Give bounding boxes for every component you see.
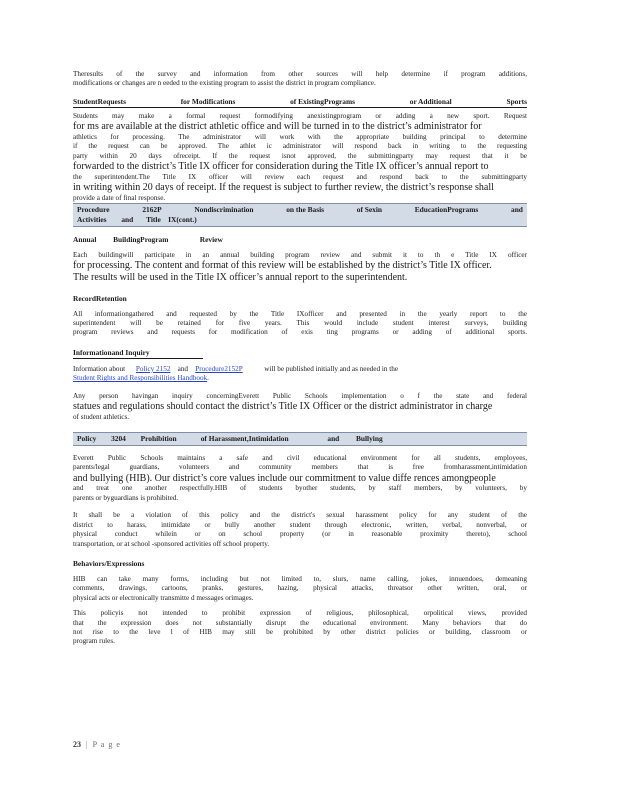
expression-line: program rules. bbox=[73, 637, 115, 646]
violation-line: It shall be a violation of this policy and the district's sexual harassment policy for any student of the bbox=[73, 511, 527, 520]
record-retention-line: program reviews and requests for modification of exis ting programs or adding of additional sports. bbox=[73, 328, 527, 337]
page-number: 23 bbox=[73, 740, 81, 749]
requests-line: for ms are available at the district athletic office and will be turned in to the district’s administrator for bbox=[73, 121, 482, 133]
student-rights-handbook-link[interactable]: Student Rights and Responsibilities Handbook bbox=[73, 374, 208, 383]
page-footer bbox=[73, 740, 121, 749]
survey-paragraph-line: modifications or changes are n eeded to the existing program to assist the district in program compliance. bbox=[73, 79, 376, 88]
hib-line: parents/legal guardians, volunteers and community members that is free fromharassment,intimidation bbox=[73, 463, 527, 472]
requests-line: forwarded to the district’s Title IX officer for consideration during the Title IX officer’s annual report to bbox=[73, 161, 489, 173]
hib-line: and treat one another respectfully.HIB of students byother students, by staff members, by volunteers, by bbox=[73, 484, 527, 493]
expression-line: that the expression does not substantially disrupt the educational environment. Many behaviors that do bbox=[73, 618, 527, 627]
footer-separator: | bbox=[86, 740, 88, 749]
record-retention-heading: RecordRetention bbox=[73, 293, 127, 303]
violation-line: physical conduct whilein or on school property (or in reasonable proximity thereto), school bbox=[73, 530, 527, 539]
requests-line: party within 20 days ofreceipt. If the request isnot approved, the submittingparty may request that it be bbox=[73, 151, 527, 160]
violation-line: transportation, or at school -sponsored activities off school property. bbox=[73, 539, 270, 548]
requests-line: the superintendent.The Title IX officer will review each request and respond back to the submittingparty bbox=[73, 172, 527, 181]
requests-line: if the request can be approved. The athlet ic administrator will respond back in writing to the requesting bbox=[73, 142, 527, 151]
page-label: P a g e bbox=[92, 740, 121, 749]
annual-review-line: The results will be used in the Title IX officer’s annual report to the superintendent. bbox=[73, 272, 408, 284]
record-retention-line: All informationgathered and requested by the Title IXofficer and presented in the yearly report to the bbox=[73, 309, 527, 318]
expression-line: not rise to the leve l of HIB may still be prohibited by other district policies or building, classroom or bbox=[73, 627, 527, 636]
hib-line: Everett Public Schools maintains a safe and civil educational environment for all students, employees, bbox=[73, 454, 527, 463]
behaviors-heading: Behaviors/Expressions bbox=[73, 558, 145, 568]
inquiry-line: of student athletics. bbox=[73, 412, 130, 421]
annual-review-line: Each buildingwill participate in an annual building program review and submit it to th e Title IX officer bbox=[73, 251, 527, 260]
survey-paragraph-line: Theresults of the survey and information from other sources will help determine if program additions, bbox=[73, 70, 527, 78]
expression-line: This policyis not intended to prohibit expression of religious, philosophical, orpolitical views, provided bbox=[73, 609, 527, 618]
annual-review-line: for processing. The content and format of this review will be established by the district’s Title IX officer. bbox=[73, 260, 492, 272]
record-retention-line: superintendent will be retained for five years. This would include student interest surveys, building bbox=[73, 319, 527, 328]
requests-line: Students may make a formal request formodifying anexistingprogram or adding a new sport. Request bbox=[73, 111, 527, 120]
student-requests-heading: StudentRequests for Modifications of ExistingPrograms or Additional Sports bbox=[73, 96, 527, 106]
annual-review-heading: Annual BuildingProgram Review bbox=[73, 235, 223, 245]
requests-line: athletics for processing. The administrator will work with the appropriate building principal to determine bbox=[73, 132, 527, 141]
behaviors-line: comments, drawings, cartoons, pranks, gestures, hazing, physical attacks, threatsor other written, oral, or bbox=[73, 584, 527, 593]
procedure-2152p-link[interactable]: Procedure2152P bbox=[195, 364, 243, 373]
procedure-title-bar: Procedure 2162P Nondiscrimination on the Basis of Sexin EducationPrograms and Activities and Title IX(cont.) bbox=[73, 203, 527, 227]
inquiry-line: Any person havingan inquiry concerningEverett Public Schools implementation o f the state and federal bbox=[73, 391, 527, 400]
information-line: Information about Policy 2152 and Procedure2152P will be published initially and as needed in the bbox=[73, 364, 399, 373]
hib-line: and bullying (HIB). Our district’s core values include our commitment to value diffe rences amongpeople bbox=[73, 472, 496, 484]
behaviors-line: HIB can take many forms, including but not limited to, slurs, name calling, jokes, innuendoes, demeaning bbox=[73, 574, 527, 583]
policy-3204-title-bar: Policy 3204 Prohibition of Harassment,Intimidation and Bullying bbox=[73, 432, 527, 446]
information-inquiry-heading: Informationand Inquiry bbox=[73, 347, 150, 357]
information-line: Student Rights and Responsibilities Handbook. bbox=[73, 374, 209, 383]
document-page bbox=[73, 70, 527, 647]
policy-2152-link[interactable]: Policy 2152 bbox=[135, 364, 171, 373]
requests-line: provide a date of final response. bbox=[73, 193, 166, 202]
requests-line: in writing within 20 days of receipt. If the request is subject to further review, the district’s response shall bbox=[73, 182, 494, 194]
inquiry-line: statues and regulations should contact the district’s Title IX Officer or the district administrator in charge bbox=[73, 401, 493, 413]
behaviors-line: physical acts or electronically transmitte d messages orimages. bbox=[73, 593, 254, 602]
hib-line: parents or byguardians is prohibited. bbox=[73, 493, 179, 502]
violation-line: district to harass, intimidate or bully another student through electronic, written, verbal, nonverbal, or bbox=[73, 520, 527, 529]
